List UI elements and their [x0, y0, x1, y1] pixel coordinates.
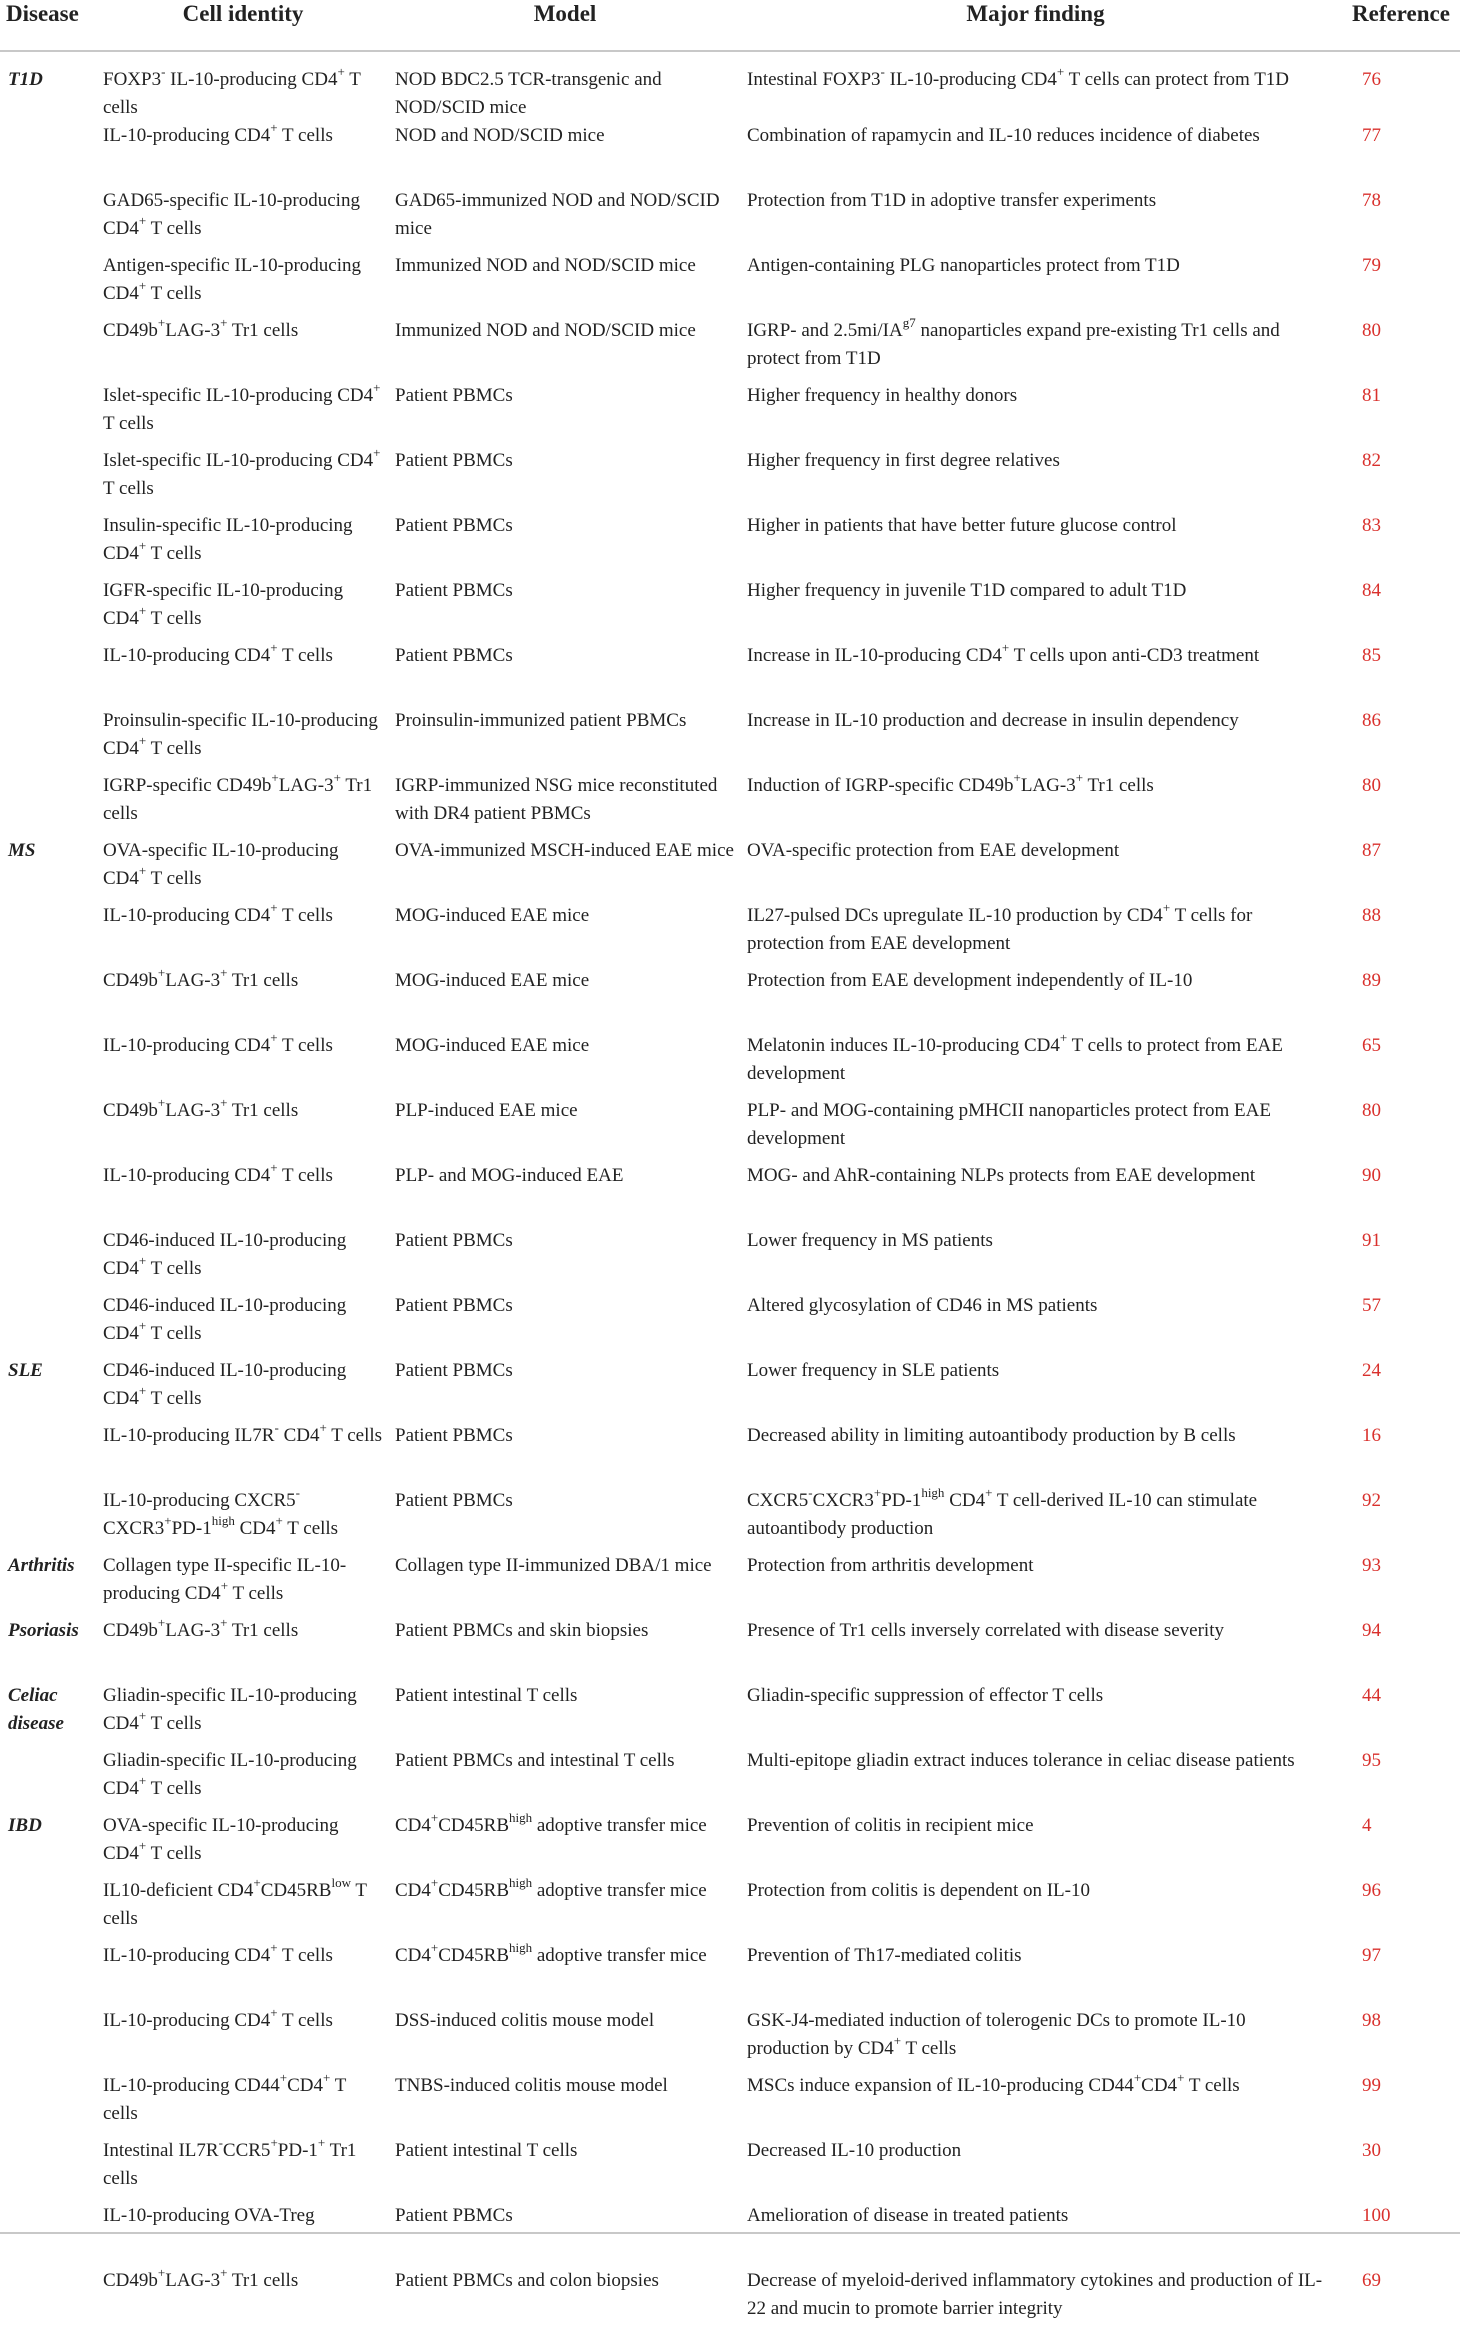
cell-identity: IL-10-producing CD44+CD4+ T cells [103, 2069, 347, 2124]
cell-reference: 44 [1362, 1685, 1381, 1706]
table-row [0, 382, 1460, 447]
cell-reference: 91 [1362, 1230, 1381, 1251]
table-row [0, 1942, 1460, 2007]
table-row [0, 2072, 1460, 2137]
cell-disease [0, 512, 97, 577]
cell-disease [0, 187, 97, 252]
cell-reference: 30 [1362, 2140, 1381, 2161]
cell-disease [0, 252, 97, 317]
table-row [0, 902, 1460, 967]
cell-model: Patient intestinal T cells [395, 1685, 578, 1706]
cell-identity: IL-10-producing CD4+ T cells [103, 1029, 333, 1056]
table-header [0, 0, 1460, 51]
cell-disease [0, 772, 97, 837]
cell-major-finding: IL27-pulsed DCs upregulate IL-10 production by CD4+ T cells for protection from EAE development [747, 899, 1253, 954]
cell-disease [0, 1292, 97, 1357]
cell-reference: 99 [1362, 2075, 1381, 2096]
table-row [0, 2007, 1460, 2072]
cell-model: Patient PBMCs and colon biopsies [395, 2270, 659, 2291]
cell-model: Proinsulin-immunized patient PBMCs [395, 710, 687, 731]
cell-major-finding: Protection from colitis is dependent on IL-10 [747, 1880, 1090, 1901]
cell-major-finding: Antigen-containing PLG nanoparticles protect from T1D [747, 255, 1180, 276]
cell-reference: 65 [1362, 1035, 1381, 1056]
cell-model: Patient intestinal T cells [395, 2140, 578, 2161]
cell-reference: 77 [1362, 125, 1381, 146]
table-row [0, 1747, 1460, 1812]
table-row [0, 2267, 1460, 2346]
cell-major-finding: Lower frequency in MS patients [747, 1230, 993, 1251]
cell-reference: 83 [1362, 515, 1381, 536]
cell-identity: IL-10-producing CD4+ T cells [103, 119, 333, 146]
cell-major-finding: Increase in IL-10-producing CD4+ T cells upon anti-CD3 treatment [747, 639, 1260, 666]
cell-model: Patient PBMCs [395, 1360, 513, 1381]
cell-disease [0, 122, 97, 187]
cell-major-finding: Higher frequency in first degree relatives [747, 450, 1060, 471]
cell-model: $CD4^+CD45RB^{high}$ adoptive transfer mice [395, 1874, 707, 1901]
cell-model: PLP-induced EAE mice [395, 1100, 578, 1121]
cell-identity: IL10-deficient $CD4^+CD45RB^{low}$ T cells [103, 1874, 367, 1929]
table-row [0, 1552, 1460, 1617]
table-row [0, 187, 1460, 252]
cell-disease [0, 317, 97, 382]
cell-reference: 100 [1362, 2205, 1391, 2226]
cell-major-finding: Increase in IL-10 production and decrease in insulin dependency [747, 710, 1239, 731]
cell-model: IGRP-immunized NSG mice reconstituted with DR4 patient PBMCs [395, 775, 718, 824]
cell-reference: 82 [1362, 450, 1381, 471]
table-row [0, 317, 1460, 382]
cell-major-finding: Prevention of colitis in recipient mice [747, 1815, 1034, 1836]
cell-identity: CD49b+LAG-3+ Tr1 cells [103, 2264, 299, 2291]
cell-model: Immunized NOD and NOD/SCID mice [395, 255, 696, 276]
cell-disease [0, 1877, 97, 1942]
cell-model: Patient PBMCs [395, 1230, 513, 1251]
table-row [0, 447, 1460, 512]
cell-major-finding: Higher frequency in juvenile T1D compared to adult T1D [747, 580, 1187, 601]
cell-reference: 92 [1362, 1490, 1381, 1511]
cell-identity: IL-10-producing CD4+ T cells [103, 899, 333, 926]
cell-disease [0, 2137, 97, 2202]
header-major-finding: Major finding [741, 0, 1330, 51]
cell-model: NOD BDC2.5 TCR-transgenic and NOD/SCID mice [395, 69, 662, 118]
cell-model: MOG-induced EAE mice [395, 905, 590, 926]
cell-reference: 4 [1362, 1815, 1372, 1836]
table-row [0, 2137, 1460, 2202]
cell-reference: 16 [1362, 1425, 1381, 1446]
cell-model: Patient PBMCs and skin biopsies [395, 1620, 649, 1641]
cell-identity: Proinsulin-specific IL-10-producing CD4+ T cells [103, 710, 378, 759]
cell-major-finding: Intestinal FOXP3- IL-10-producing CD4+ T cells can protect from T1D [747, 63, 1290, 90]
cell-identity: IL-10-producing CXCR5- $CXCR3^+PD-1^{high}$ CD4+ T cells [103, 1484, 339, 1539]
cell-reference: 97 [1362, 1945, 1381, 1966]
cell-reference: 98 [1362, 2010, 1381, 2031]
cell-major-finding: PLP- and MOG-containing pMHCII nanoparticles protect from EAE development [747, 1100, 1271, 1149]
cell-disease: SLE [8, 1360, 43, 1381]
table-row [0, 2202, 1460, 2267]
cell-reference: 96 [1362, 1880, 1381, 1901]
cell-model: Patient PBMCs [395, 645, 513, 666]
cell-major-finding: Multi-epitope gliadin extract induces tolerance in celiac disease patients [747, 1750, 1295, 1771]
cell-major-finding: Decreased IL-10 production [747, 2140, 962, 2161]
cell-identity: GAD65-specific IL-10-producing CD4+ T cells [103, 190, 360, 239]
cell-disease [0, 1032, 97, 1097]
cell-reference: 57 [1362, 1295, 1381, 1316]
cell-disease [0, 2007, 97, 2072]
table-row [0, 1812, 1460, 1877]
bottom-rule [0, 2232, 1460, 2234]
cell-major-finding: Altered glycosylation of CD46 in MS patients [747, 1295, 1098, 1316]
cell-identity: Gliadin-specific IL-10-producing CD4+ T cells [103, 1750, 357, 1799]
cell-disease [0, 1227, 97, 1292]
cell-major-finding: Higher in patients that have better future glucose control [747, 515, 1177, 536]
cell-model: OVA-immunized MSCH-induced EAE mice [395, 840, 734, 861]
cell-disease: Arthritis [8, 1555, 75, 1576]
cell-identity: OVA-specific IL-10-producing CD4+ T cells [103, 1815, 339, 1864]
cell-model: $CD4^+CD45RB^{high}$ adoptive transfer mice [395, 1809, 707, 1836]
cell-reference: 80 [1362, 320, 1381, 341]
cell-model: $CD4^+CD45RB^{high}$ adoptive transfer mice [395, 1939, 707, 1966]
table-row [0, 707, 1460, 772]
cell-major-finding: IGRP- and $2.5mi/IA^{g7}$ nanoparticles expand pre-existing Tr1 cells and protect from T1D [747, 314, 1280, 369]
header-disease: Disease [0, 0, 97, 51]
cell-disease [0, 1487, 97, 1552]
cell-disease: T1D [8, 69, 43, 90]
table-row [0, 51, 1460, 122]
cell-major-finding: Prevention of Th17-mediated colitis [747, 1945, 1022, 1966]
cell-reference: 24 [1362, 1360, 1381, 1381]
cell-disease: Psoriasis [8, 1620, 79, 1641]
cell-reference: 90 [1362, 1165, 1381, 1186]
table-row [0, 1487, 1460, 1552]
cell-major-finding: Decreased ability in limiting autoantibody production by B cells [747, 1425, 1236, 1446]
table-row [0, 1877, 1460, 1942]
table-row [0, 642, 1460, 707]
table-row [0, 967, 1460, 1032]
cell-reference: 78 [1362, 190, 1381, 211]
cell-major-finding: GSK-J4-mediated induction of tolerogenic DCs to promote IL-10 production by CD4+ T cells [747, 2010, 1246, 2059]
table-row [0, 772, 1460, 837]
cell-major-finding: Protection from arthritis development [747, 1555, 1034, 1576]
cell-identity: CD49b+LAG-3+ Tr1 cells [103, 964, 299, 991]
cell-identity: CD49b+LAG-3+ Tr1 cells [103, 314, 299, 341]
cell-major-finding: Presence of Tr1 cells inversely correlated with disease severity [747, 1620, 1224, 1641]
cell-reference: 93 [1362, 1555, 1381, 1576]
table-row [0, 1422, 1460, 1487]
cell-reference: 88 [1362, 905, 1381, 926]
table-row [0, 122, 1460, 187]
cell-identity: IGFR-specific IL-10-producing CD4+ T cells [103, 580, 344, 629]
cell-disease [0, 2072, 97, 2137]
cell-model: GAD65-immunized NOD and NOD/SCID mice [395, 190, 720, 239]
cell-model: Patient PBMCs and intestinal T cells [395, 1750, 675, 1771]
cell-disease [0, 447, 97, 512]
cell-major-finding: Lower frequency in SLE patients [747, 1360, 1000, 1381]
cell-model: DSS-induced colitis mouse model [395, 2010, 655, 2031]
table-row [0, 1357, 1460, 1422]
cell-model: Patient PBMCs [395, 580, 513, 601]
cell-model: PLP- and MOG-induced EAE [395, 1165, 624, 1186]
cell-disease [0, 1097, 97, 1162]
table-row [0, 1617, 1460, 1682]
table-row [0, 1032, 1460, 1097]
cell-major-finding: Melatonin induces IL-10-producing CD4+ T cells to protect from EAE development [747, 1029, 1283, 1084]
cell-disease [0, 2202, 97, 2267]
cell-identity: IL-10-producing CD4+ T cells [103, 2004, 333, 2031]
header-row [0, 0, 1460, 51]
cell-identity: Islet-specific IL-10-producing CD4+ T cells [103, 444, 381, 499]
header-cell-identity: Cell identity [97, 0, 389, 51]
cell-disease [0, 1747, 97, 1812]
cell-disease [0, 642, 97, 707]
cell-model: Patient PBMCs [395, 515, 513, 536]
cell-disease: IBD [8, 1815, 42, 1836]
cell-identity: CD49b+LAG-3+ Tr1 cells [103, 1614, 299, 1641]
cell-model: Patient PBMCs [395, 385, 513, 406]
cell-model: Patient PBMCs [395, 2205, 513, 2226]
cell-major-finding: Combination of rapamycin and IL-10 reduces incidence of diabetes [747, 125, 1260, 146]
cell-disease [0, 902, 97, 967]
cell-major-finding: $CXCR5^-CXCR3^+PD-1^{high}$ CD4+ T cell-derived IL-10 can stimulate autoantibody production [747, 1484, 1258, 1539]
cell-major-finding: Protection from EAE development independently of IL-10 [747, 970, 1193, 991]
cell-major-finding: Decrease of myeloid-derived inflammatory cytokines and production of IL-22 and mucin to promote barrier integrity [747, 2270, 1323, 2319]
cell-major-finding: MSCs induce expansion of IL-10-producing CD44+CD4+ T cells [747, 2069, 1240, 2096]
cell-model: MOG-induced EAE mice [395, 1035, 590, 1056]
cell-identity: IL-10-producing OVA-Treg [103, 2205, 315, 2226]
cell-disease [0, 577, 97, 642]
cell-model: Patient PBMCs [395, 1295, 513, 1316]
cell-model: Immunized NOD and NOD/SCID mice [395, 320, 696, 341]
table-row [0, 252, 1460, 317]
cell-disease: MS [8, 840, 36, 861]
cell-reference: 89 [1362, 970, 1381, 991]
cell-major-finding: Higher frequency in healthy donors [747, 385, 1018, 406]
header-model: Model [389, 0, 741, 51]
cell-disease [0, 707, 97, 772]
cell-reference: 79 [1362, 255, 1381, 276]
cell-identity: CD49b+LAG-3+ Tr1 cells [103, 1094, 299, 1121]
cell-model: MOG-induced EAE mice [395, 970, 590, 991]
cell-identity: CD46-induced IL-10-producing CD4+ T cells [103, 1230, 347, 1279]
cell-identity: IGRP-specific CD49b+LAG-3+ Tr1 cells [103, 769, 373, 824]
cell-major-finding: Protection from T1D in adoptive transfer experiments [747, 190, 1157, 211]
cell-identity: IL-10-producing CD4+ T cells [103, 1159, 333, 1186]
cell-disease [0, 2267, 97, 2346]
cell-identity: IL-10-producing IL7R- CD4+ T cells [103, 1419, 383, 1446]
cell-major-finding: Induction of IGRP-specific CD49b+LAG-3+ Tr1 cells [747, 769, 1154, 796]
cell-identity: FOXP3- IL-10-producing CD4+ T cells [103, 63, 361, 118]
cell-reference: 94 [1362, 1620, 1381, 1641]
cell-disease [0, 382, 97, 447]
cell-reference: 80 [1362, 775, 1381, 796]
cell-disease [0, 1422, 97, 1487]
cell-identity: Gliadin-specific IL-10-producing CD4+ T cells [103, 1685, 357, 1734]
cell-identity: Collagen type II-specific IL-10-producing CD4+ T cells [103, 1555, 347, 1604]
cell-reference: 81 [1362, 385, 1381, 406]
table-row [0, 512, 1460, 577]
cell-identity: Antigen-specific IL-10-producing CD4+ T cells [103, 255, 361, 304]
cell-identity: Intestinal IL7R-CCR5+PD-1+ Tr1 cells [103, 2134, 357, 2189]
cell-identity: OVA-specific IL-10-producing CD4+ T cells [103, 840, 339, 889]
cell-reference: 87 [1362, 840, 1381, 861]
cell-reference: 80 [1362, 1100, 1381, 1121]
header-reference: Reference [1330, 0, 1460, 51]
cell-disease [0, 967, 97, 1032]
table-row [0, 1682, 1460, 1747]
cell-identity: CD46-induced IL-10-producing CD4+ T cells [103, 1295, 347, 1344]
table-row [0, 1097, 1460, 1162]
cell-disease [0, 1942, 97, 2007]
cell-reference: 76 [1362, 69, 1381, 90]
cell-disease [0, 1162, 97, 1227]
cell-major-finding: Gliadin-specific suppression of effector T cells [747, 1685, 1104, 1706]
table-row [0, 1292, 1460, 1357]
cell-reference: 86 [1362, 710, 1381, 731]
cell-major-finding: MOG- and AhR-containing NLPs protects from EAE development [747, 1165, 1256, 1186]
table-row [0, 837, 1460, 902]
cell-model: Patient PBMCs [395, 450, 513, 471]
cell-major-finding: Amelioration of disease in treated patients [747, 2205, 1069, 2226]
cell-model: Patient PBMCs [395, 1425, 513, 1446]
cell-model: TNBS-induced colitis mouse model [395, 2075, 668, 2096]
cell-model: Collagen type II-immunized DBA/1 mice [395, 1555, 712, 1576]
cell-identity: CD46-induced IL-10-producing CD4+ T cells [103, 1360, 347, 1409]
table-row [0, 1227, 1460, 1292]
table-body [0, 51, 1460, 2346]
cell-identity: IL-10-producing CD4+ T cells [103, 1939, 333, 1966]
cell-reference: 84 [1362, 580, 1381, 601]
cell-reference: 85 [1362, 645, 1381, 666]
cell-identity: IL-10-producing CD4+ T cells [103, 639, 333, 666]
cell-identity: Islet-specific IL-10-producing CD4+ T cells [103, 379, 381, 434]
cell-identity: Insulin-specific IL-10-producing CD4+ T cells [103, 515, 353, 564]
table-row [0, 1162, 1460, 1227]
table-row [0, 577, 1460, 642]
cell-reference: 95 [1362, 1750, 1381, 1771]
cell-model: NOD and NOD/SCID mice [395, 125, 605, 146]
cell-model: Patient PBMCs [395, 1490, 513, 1511]
cell-major-finding: OVA-specific protection from EAE development [747, 840, 1120, 861]
cell-reference: 69 [1362, 2270, 1381, 2291]
cell-disease: Celiac disease [8, 1685, 64, 1734]
